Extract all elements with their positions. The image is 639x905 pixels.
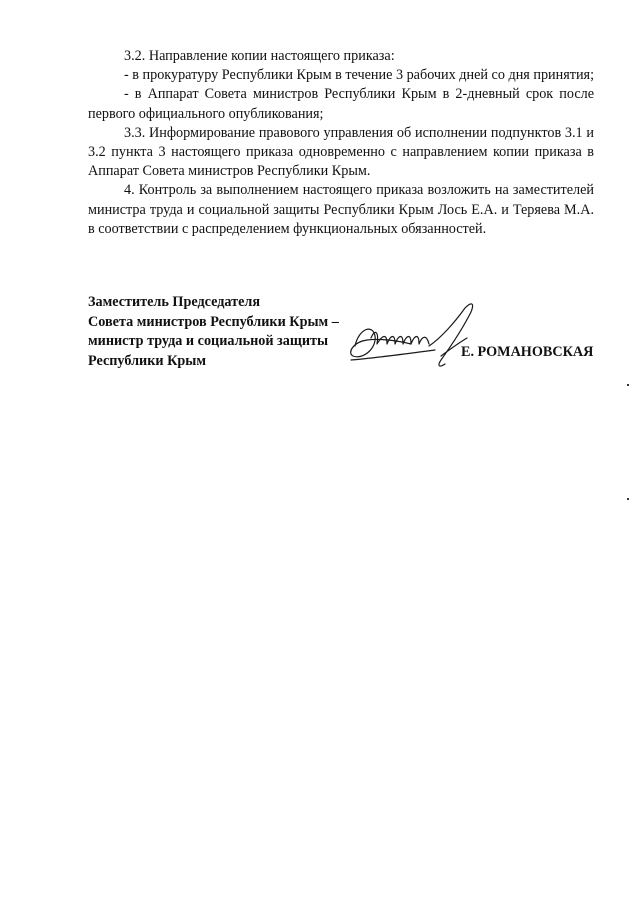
handwritten-signature <box>345 298 495 378</box>
paragraph-3-2: 3.2. Направление копии настоящего приказа: <box>124 48 395 64</box>
paragraph-4: 4. Контроль за выполнением настоящего приказа возложить на заместителей министра труда и социальной защиты Республики Крым Лось Е.А. и Теряева М.А. в соответствии с распределением функциональных обязанностей. <box>88 182 594 237</box>
paragraph-3-3: 3.3. Информирование правового управления об исполнении подпунктов 3.1 и 3.2 пункта 3 настоящего приказа одновременно с направлением копии приказа в Аппарат Совета министров Республики Крым. <box>88 124 594 180</box>
signatory-position <box>88 293 358 371</box>
paragraph-council-apparatus: - в Аппарат Совета министров Республики Крым в 2-дневный срок после первого официального опубликования; <box>88 86 594 122</box>
paragraph-prosecutor: - в прокуратуру Республики Крым в течение 3 рабочих дней со дня принятия; <box>124 67 595 84</box>
position-line: Совета министров Республики Крым – <box>88 313 339 330</box>
document-body <box>88 47 594 239</box>
position-line: Республики Крым <box>88 352 207 369</box>
position-line: Заместитель Председателя <box>88 294 261 310</box>
signer-name: Е. РОМАНОВСКАЯ <box>461 344 594 360</box>
scan-edge-mark <box>627 384 629 386</box>
position-line: министр труда и социальной защиты <box>88 333 329 349</box>
scan-edge-mark <box>627 498 629 500</box>
